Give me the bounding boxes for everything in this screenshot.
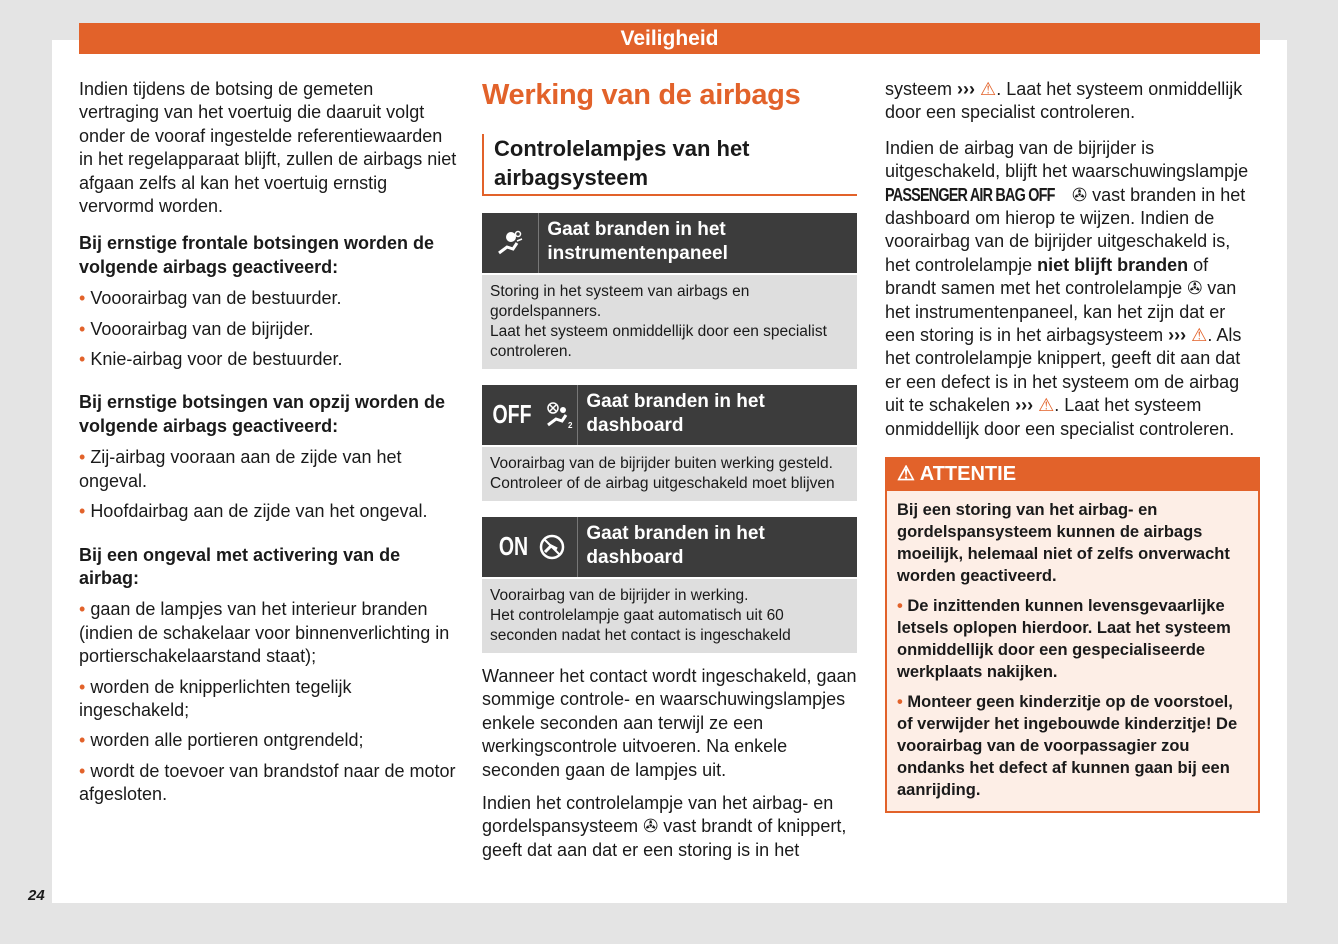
list-item: • Vooorairbag van de bestuurder. <box>79 288 342 309</box>
lamp-text: Voorairbag van de bijrijder in werking. <box>490 587 749 604</box>
airbag-lamp-icon: ✇ <box>1187 278 1203 299</box>
intro-paragraph: Indien tijdens de botsing de gemeten vertraging van het voertuig die daaruit volgt onder de vooraf ingestelde referentiewaarden in het regelapparaat blijft, zullen de airbags niet afgaan zelfs al kan het voertuig ernstig vervormd worden. <box>79 79 457 217</box>
middle-column <box>482 78 857 872</box>
lamp-text: Storing in het systeem van airbags en gordelspanners. <box>490 283 750 320</box>
list-item: • wordt de toevoer van brandstof naar de motor afgesloten. <box>79 760 456 805</box>
lamp-text: Het controlelampje gaat automatisch uit 60 seconden nadat het contact is ingeschakeld <box>490 607 791 644</box>
subtitle: Controlelampjes van het airbagsysteem <box>482 134 857 196</box>
section-accident <box>79 544 457 807</box>
page-number: 24 <box>28 887 45 904</box>
list-item: • Vooorairbag van de bijrijder. <box>79 318 314 339</box>
section-heading: Bij een ongeval met activering van de airbag: <box>79 544 401 588</box>
list-item: • worden de knipperlichten tegelijk ingeschakeld; <box>79 676 352 720</box>
attention-title: ATTENTIE <box>919 463 1017 486</box>
cross-reference-arrows-icon[interactable]: ››› <box>1168 325 1187 346</box>
paragraph: systeem ››› ⚠. Laat het systeem onmiddellijk door een specialist controleren. <box>885 79 1243 123</box>
page-title: Werking van de airbags <box>482 79 801 111</box>
warning-text: Bij een storing van het airbag- en gordelspansysteem kunnen de airbags moeilijk, helemaal niet of zelfs onverwacht worden geactiveerd. <box>897 501 1230 586</box>
lamp-card-on <box>482 517 857 653</box>
lamp-title: Gaat branden in het dashboard <box>586 523 765 568</box>
passenger-airbag-on-icon: ON <box>482 517 578 577</box>
section-heading: Bij ernstige frontale botsingen worden de volgende airbags geactiveerd: <box>79 233 435 277</box>
passenger-airbag-off-icon: OFF 2 <box>482 385 578 445</box>
lamp-card-off <box>482 385 857 501</box>
list-item: • Zij-airbag vooraan aan de zijde van het ongeval. <box>79 447 402 491</box>
lamp-title: Gaat branden in het instrumentenpaneel <box>547 219 728 264</box>
warning-bullet: • Monteer geen kinderzitje op de voorstoel, of verwijder het ingebouwde kinderzitje! De voorairbag van de voorpassagier zou ondanks het defect af kunnen gaan bij een aanrijding. <box>897 693 1238 800</box>
warning-triangle-icon: ⚠ <box>1038 395 1055 416</box>
airbag-warning-icon <box>482 213 539 273</box>
section-heading: Bij ernstige botsingen van opzij worden de volgende airbags geactiveerd: <box>79 392 446 436</box>
section-frontal <box>79 232 457 371</box>
list-item: • worden alle portieren ontgrendeld; <box>79 730 364 751</box>
cross-reference-arrows-icon[interactable]: ››› <box>1015 395 1034 416</box>
section-side <box>79 391 457 523</box>
warning-triangle-icon: ⚠ <box>897 463 920 486</box>
attention-box <box>885 457 1260 813</box>
list-item: • Knie-airbag voor de bestuurder. <box>79 349 343 370</box>
paragraph: Wanneer het contact wordt ingeschakeld, gaan sommige controle- en waarschuwingslampjes enkele seconden aan terwijl ze een werkingscontrole uitvoeren. Na enkele seconden gaan de lampjes uit. <box>482 666 857 780</box>
passenger-airbag-off-label: PASSENGER AIR BAG OFF <box>885 184 1055 205</box>
lamp-card-airbag <box>482 213 857 369</box>
list-item: • Hoofdairbag aan de zijde van het ongeval. <box>79 501 428 522</box>
section-header: Veiligheid <box>79 23 1260 54</box>
lamp-text: Voorairbag van de bijrijder buiten werking gesteld. <box>490 455 833 472</box>
list-item: • gaan de lampjes van het interieur branden (indien de schakelaar voor binnenverlichting in portierschakelaarstand staat); <box>79 599 450 667</box>
warning-bullet: • De inzittenden kunnen levensgevaarlijke letsels oplopen hierdoor. Laat het systeem onmiddellijk door een gespecialiseerde werkplaats nakijken. <box>897 597 1231 682</box>
svg-text:2: 2 <box>567 421 573 429</box>
paragraph: Indien het controlelampje van het airbag- en gordelspansysteem ✇ vast brandt of knippert, geeft dat aan dat er een storing is in het <box>482 793 847 860</box>
right-column <box>885 78 1260 813</box>
cross-reference-arrows-icon[interactable]: ››› <box>957 79 976 99</box>
lamp-text: Controleer of de airbag uitgeschakeld moet blijven <box>490 475 835 492</box>
paragraph: Indien de airbag van de bijrijder is uitgeschakeld, blijft het waarschuwingslampje PASSENGER AIR BAG OFF ✇ vast branden in het dashboard om hierop te wijzen. Indien de voorairbag van de bijrijder uitgeschakeld is, het controlelampje niet blijft branden of brandt samen met het controlelampje ✇ van het instrumentenpaneel, kan het zijn dat er een storing is in het airbagsysteem ››› ⚠. Als het controlelampje knippert, geeft dit aan dat er een defect is in het systeem om de airbag uit te schakelen ››› ⚠. Laat het systeem onmiddellijk door een specialist controleren. <box>885 137 1249 439</box>
lamp-text: Laat het systeem onmiddellijk door een specialist controleren. <box>490 323 827 360</box>
airbag-lamp-icon: ✇ <box>643 816 659 837</box>
warning-triangle-icon: ⚠ <box>980 79 997 99</box>
left-column <box>79 78 457 814</box>
warning-triangle-icon: ⚠ <box>1191 325 1208 346</box>
lamp-title: Gaat branden in het dashboard <box>586 391 765 436</box>
passenger-airbag-off-icon: ✇ <box>1072 184 1088 205</box>
